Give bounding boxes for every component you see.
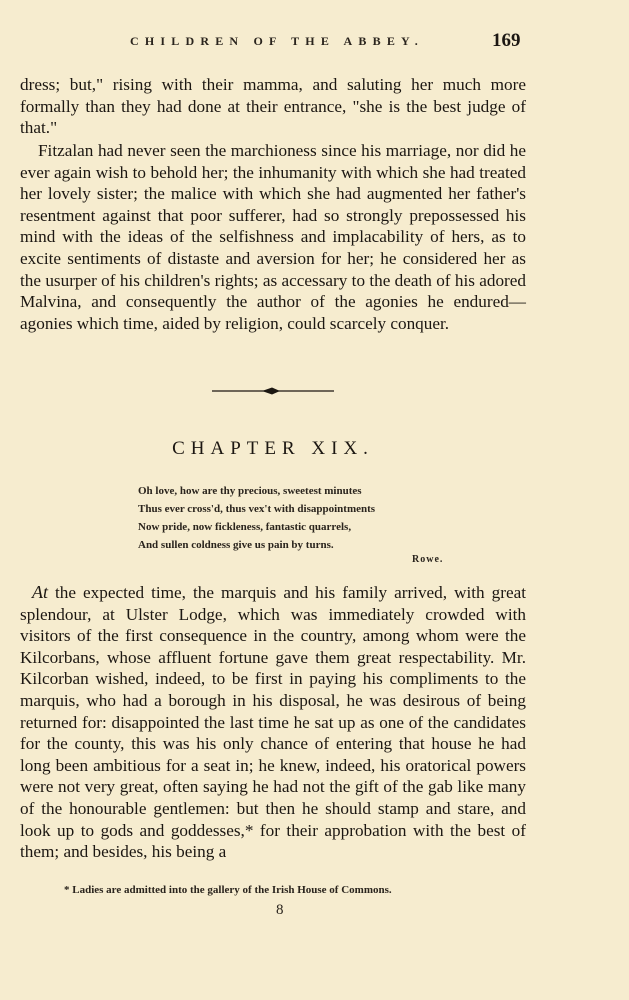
epigraph-line: Oh love, how are thy precious, sweetest minutes bbox=[138, 485, 362, 497]
epigraph-line: Thus ever cross'd, thus vex't with disappointments bbox=[138, 503, 376, 515]
paragraph-3 bbox=[20, 582, 526, 863]
signature-mark: 8 bbox=[276, 902, 284, 918]
epigraph-line: Now pride, now fickleness, fantastic quarrels, bbox=[138, 521, 352, 533]
paragraph-3-body: the expected time, the marquis and his family arrived, with great splendour, at Ulster Lodge, which was immediately crowded with visitors of the first consequence in the country, among whom were the Kilcorbans, whose affluent fortune gave them great respectability. Mr. Kilcorban wished, indeed, to be first in paying his compliments to the marquis, who had a borough in his disposal, he was desirous of being returned for: disappointed the last time he sat up as one of the candidates for the county, this was his only chance of entering that house he had long been ambitious for a seat in; he knew, indeed, his oratorical powers were not very great, often saying he had not the gift of the gab like many of the honourable gentlemen: but then he should stamp and stare, and look up to gods and goddesses,* for their approbation with the best of them; and besides, his being a bbox=[20, 583, 526, 862]
epigraph-author: Rowe. bbox=[412, 554, 444, 565]
page-number: 169 bbox=[492, 30, 521, 51]
paragraph-3-text bbox=[20, 582, 526, 863]
footnote: * Ladies are admitted into the gallery of the Irish House of Commons. bbox=[64, 884, 392, 896]
running-head bbox=[0, 30, 629, 54]
chapter-heading: CHAPTER XIX. bbox=[172, 438, 374, 459]
epigraph bbox=[138, 482, 458, 554]
section-divider-ornament bbox=[212, 386, 334, 396]
paragraph-1-text: dress; but," rising with their mamma, and saluting her much more formally than they had done at their entrance, "she is the best judge of that." bbox=[20, 75, 526, 138]
opening-initial: At bbox=[32, 582, 48, 602]
paragraph-1 bbox=[20, 74, 526, 139]
epigraph-line: And sullen coldness give us pain by turns. bbox=[138, 539, 334, 551]
paragraph-2-text: Fitzalan had never seen the marchioness since his marriage, nor did he ever again wish to behold her; the inhumanity with which she had treated her lovely sister; the malice with which she had augmented her father's resentment against that poor sufferer, had so strongly prepossessed his mind with the ideas of the selfishness and implacability of hers, as to excite sentiments of distaste and aversion for her; he considered her as the usurper of his children's rights; as accessary to the death of his adored Malvina, and consequently the author of the agonies he endured—agonies which time, aided by religion, could scarcely conquer. bbox=[20, 141, 526, 333]
running-title: CHILDREN OF THE ABBEY. bbox=[130, 34, 424, 48]
paragraph-2 bbox=[20, 140, 526, 334]
